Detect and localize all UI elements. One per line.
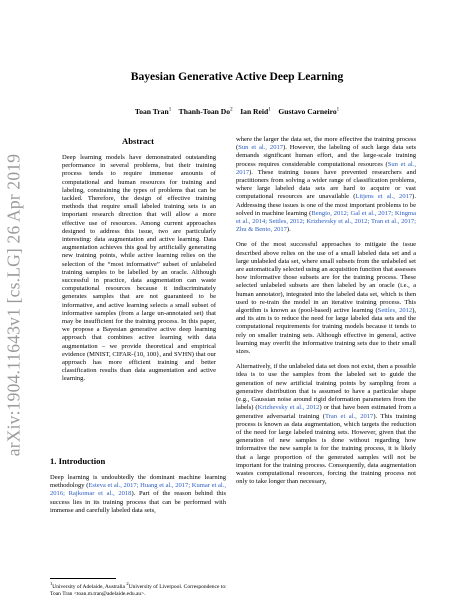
citation-link[interactable]: Esteva et al., 2017; Huang et al., 2017; Kumar et al., 2016; Rajkomar et al., 2018 bbox=[50, 482, 226, 498]
paragraph bbox=[236, 136, 416, 234]
body-text: ). However, the labeling of such large data sets demands significant human effort, and the large-scale training process requires considerable computational resources ( bbox=[236, 144, 416, 168]
body-text: ), and its aim is to reduce the need for large labeled data sets and the computational requirements for training models because it tends to rely on smaller training sets. Although effective in general, active learning may overfit the informative training sets due to their small sizes. bbox=[236, 307, 417, 356]
footnote-mark: 2 bbox=[126, 581, 129, 586]
author-name: Thanh-Toan Do bbox=[178, 107, 231, 116]
section-heading: 1. Introduction bbox=[50, 456, 106, 466]
author-affiliation: 2 bbox=[230, 107, 233, 113]
body-text: Deep learning is undoubtedly the dominant machine learning methodology ( bbox=[50, 474, 226, 490]
paper-title: Bayesian Generative Active Deep Learning bbox=[130, 70, 344, 83]
footnote bbox=[50, 580, 228, 598]
abstract-text: Deep learning models have demonstrated outstanding performance in several problems, but their training process tends to require immense amounts of computational and human resources for training and labeling, constraining the types of problems that can be tackled. Therefore, the design of effective training methods that require small labeled training sets is an important research direction that will allow a more effective use of resources. Among current approaches designed to address this issue, two are particularly interesting: data augmentation and active learning. Data augmentation achieves this goal by artificially generating new training points, while active learning relies on the selection of the “most informative” subset of unlabeled training samples to be labelled by an oracle. Although successful in practice, data augmentation can waste computational resources because it indiscriminately generates samples that are not guaranteed to be informative, and active learning selects a small subset of informative samples (from a large un-annotated set) that may be insufficient for the training process. In this paper, we propose a Bayesian generative active deep learning approach that combines active learning with data augmentation – we provide theoretical and empirical evidence (MNIST, CIFAR-{10, 100}, and SVHN) that our approach has more efficient training and better classification results than data augmentation and active learning. bbox=[62, 154, 216, 383]
author-name: Ian Reid bbox=[240, 107, 269, 116]
author-affiliation: 1 bbox=[336, 107, 340, 113]
citation-link[interactable]: Bengio, 2012; Gal et al., 2017; Kingma et al., 2014; Settles, 2012; Krizhevsky et al., 2012; Tran et al., 2017; Zhu & Bento, 2017 bbox=[236, 209, 416, 234]
citation-link[interactable]: Litjens et al., 2017 bbox=[355, 193, 413, 201]
author-list bbox=[40, 107, 434, 116]
body-text: ). bbox=[286, 226, 291, 234]
arxiv-stamp-text: arXiv:1904.11643v1 [cs.LG] 26 Apr 2019 bbox=[3, 153, 24, 457]
body-text: where the larger the data set, the more effective the training process ( bbox=[236, 136, 416, 152]
citation-link[interactable]: Krizhevsky et al., 2012 bbox=[257, 404, 320, 412]
citation-link[interactable]: Sun et al., 2017 bbox=[236, 160, 417, 176]
body-text: Alternatively, if the unlabeled data set does not exist, then a possible idea is to use the samples from the labeled set to guide the generation of new artificial training points by sampling from a generative distribution that is assumed to have a particular shape (e.g., Gaussian noise around rigid deformation parameters from the labels) ( bbox=[236, 363, 416, 412]
author-affiliation: 1 bbox=[168, 107, 172, 113]
paragraph bbox=[236, 241, 416, 356]
footnote-mark: 1 bbox=[50, 581, 53, 586]
body-text: ) or that have been estimated from a generative adversarial training ( bbox=[236, 404, 416, 420]
body-text: ). Addressing these issues is one of the most important problems to be solved in machine learning ( bbox=[236, 193, 416, 217]
body-text: ). These training issues have prevented researchers and practitioners from solving a wider range of classification problems, where large labeled data sets are hard to acquire or vast computational resources are unavailable ( bbox=[236, 168, 416, 201]
citation-link[interactable]: Sun et al., 2017 bbox=[238, 144, 284, 152]
paragraph bbox=[236, 363, 416, 486]
body-text: ). This training process is known as data augmentation, which targets the reduction of the need for large labeled training sets. However, given that the generation of new samples is done without regarding how informative the new sample is for the training process, it is likely that a large proportion of the generated samples will not be important for the training process. Consequently, data augmentation wastes computational resources, forcing the training process not only to take longer than necessary, bbox=[236, 412, 416, 486]
citation-link[interactable]: Settles, 2012 bbox=[377, 307, 413, 315]
footnote-text: University of Liverpool. Correspondence to: Toan Tran <toan.m.tran@adelaide.edu.au>. bbox=[50, 583, 227, 597]
arxiv-stamp bbox=[2, 150, 26, 460]
right-column bbox=[236, 136, 416, 486]
author-affiliation: 1 bbox=[268, 107, 271, 113]
author-name: Toan Tran bbox=[134, 107, 169, 116]
abstract-heading: Abstract bbox=[122, 136, 154, 146]
footnote-divider bbox=[50, 578, 116, 579]
body-text: ). Part of the reason behind this success lies in its training process that can be performed with immense and carefully labeled data sets, bbox=[50, 490, 227, 514]
footnote-text: University of Adelaide, Australia bbox=[52, 583, 127, 590]
body-text: One of the most successful approaches to mitigate the issue described above relies on the use of a small labeled data set and a large unlabeled data set, where small subsets from the unlabeled set are automatically selected using an acquisition function that assesses how informative those subsets are for the training process. These selected unlabeled subsets are then labeled by an oracle (i.e., a human annotator), integrated into the labeled data set, which is then used to re-train the model in an iterative training process. This algorithm is known as (pool-based) active learning ( bbox=[236, 241, 416, 315]
intro-paragraph bbox=[50, 474, 226, 515]
citation-link[interactable]: Tran et al., 2017 bbox=[324, 412, 374, 420]
author-name: Gustavo Carneiro bbox=[278, 107, 337, 116]
